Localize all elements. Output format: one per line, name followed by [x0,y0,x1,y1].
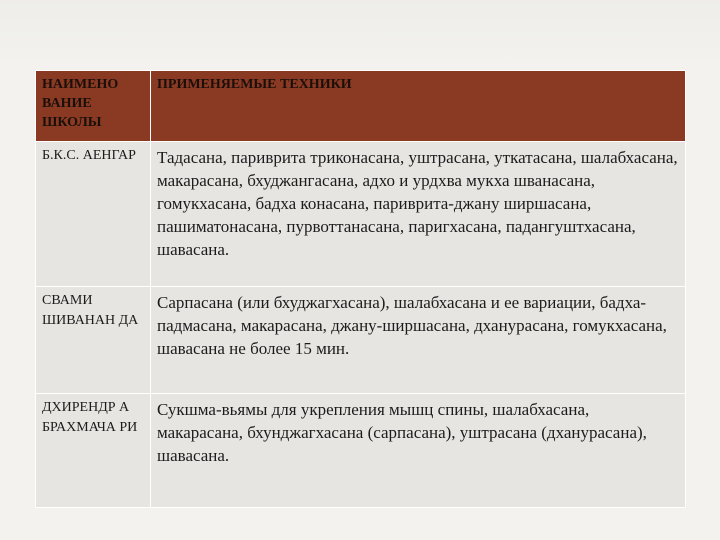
school-name-cell: Б.К.С. АЕНГАР [36,142,151,287]
yoga-schools-table [35,70,686,508]
table-row [36,287,686,394]
techniques-cell: Сарпасана (или бхуджагхасана), шалабхасана и ее вариации, бадха-падмасана, макарасана, джану-ширшасана, дханурасана, гомукхасана, шавасана не более 15 мин. [151,287,686,394]
top-band [0,0,720,66]
school-name-cell: СВАМИ ШИВАНАН ДА [36,287,151,394]
header-school-name: НАИМЕНО ВАНИЕ ШКОЛЫ [36,71,151,142]
table-row [36,142,686,287]
school-name-cell: ДХИРЕНДР А БРАХМАЧА РИ [36,394,151,508]
header-techniques: ПРИМЕНЯЕМЫЕ ТЕХНИКИ [151,71,686,142]
techniques-cell: Сукшма-вьямы для укрепления мышц спины, шалабхасана, макарасана, бхунджагхасана (сарпасана), уштрасана (дханурасана), шавасана. [151,394,686,508]
table-row [36,394,686,508]
techniques-cell: Тадасана, паривритa триконасана, уштрасана, уткатасана, шалабхасана, макарасана, бхуджангасана, адхо и урдхва мукха шванасана, гомукхасана, бадха конасана, паривритa-джану ширшасана, пашиматонасана, пурвоттанасана, паригхасана, падангуштхасана, шавасана. [151,142,686,287]
table-header-row [36,71,686,142]
